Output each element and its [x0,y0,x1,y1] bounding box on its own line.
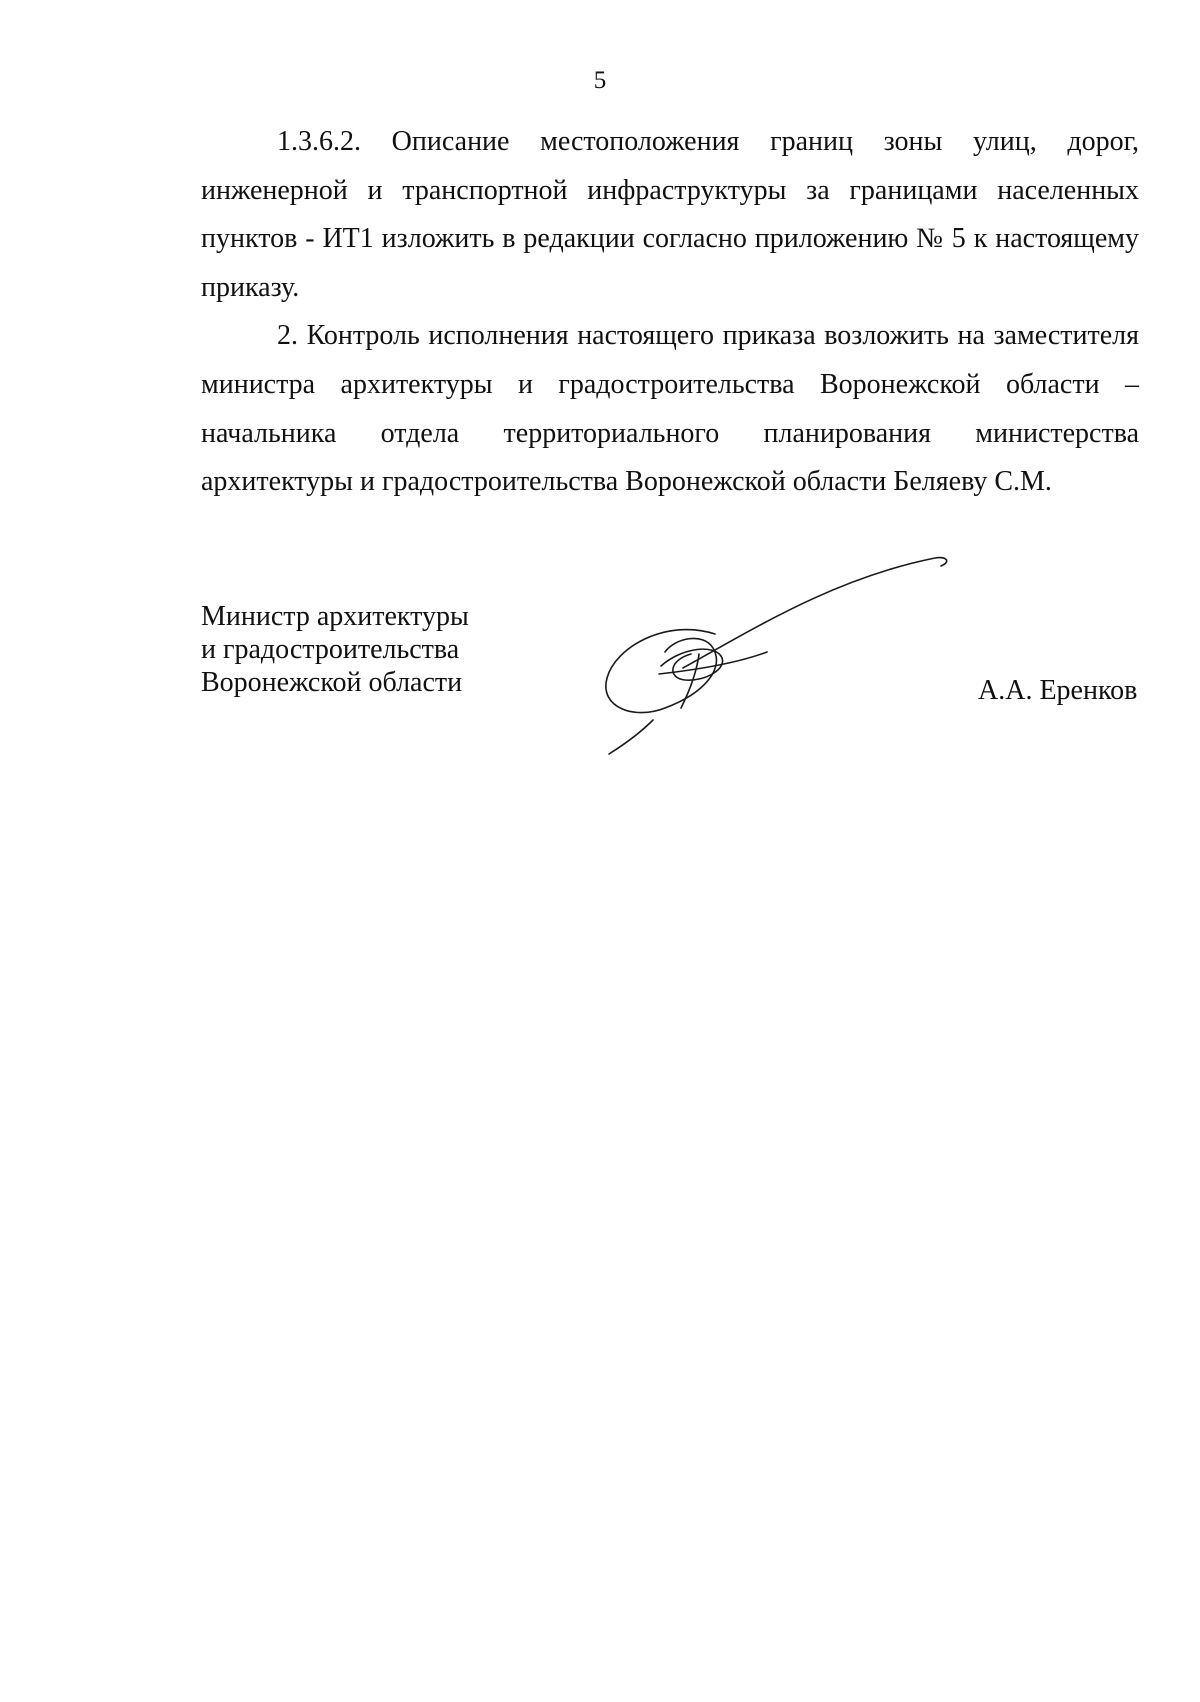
signatory-title [201,600,561,699]
signer-name: А.А. Еренков [978,675,1138,706]
signature-inner-swirl [661,649,723,680]
signature-long-stroke [683,558,947,668]
signatory-title-line-1: Министр архитектуры [201,601,469,632]
signature-tail-stroke [609,720,653,754]
paragraph-1-3-6-2: 1.3.6.2. Описание местоположения границ зоны улиц, дорог, инженерной и транспортной инфраструктуры за границами населенных пунктов - ИТ1 изложить в редакции согласно приложению № 5 к настоящему приказу. [201,126,1139,303]
page-number: 5 [593,67,607,94]
handwritten-signature [595,548,975,768]
signatory-title-line-3: Воронежской области [201,667,463,698]
paragraph-2-control: 2. Контроль исполнения настоящего приказа возложить на заместителя министра архитектуры и градостроительства Воронежской области – начальника отдела территориального планирования министерства архитектуры и градостроительства Воронежской области Беляеву С.М. [201,320,1139,498]
body-text [201,118,1139,507]
signature-outer-loop [606,630,717,713]
signatory-title-line-2: и градостроительства [201,634,460,665]
